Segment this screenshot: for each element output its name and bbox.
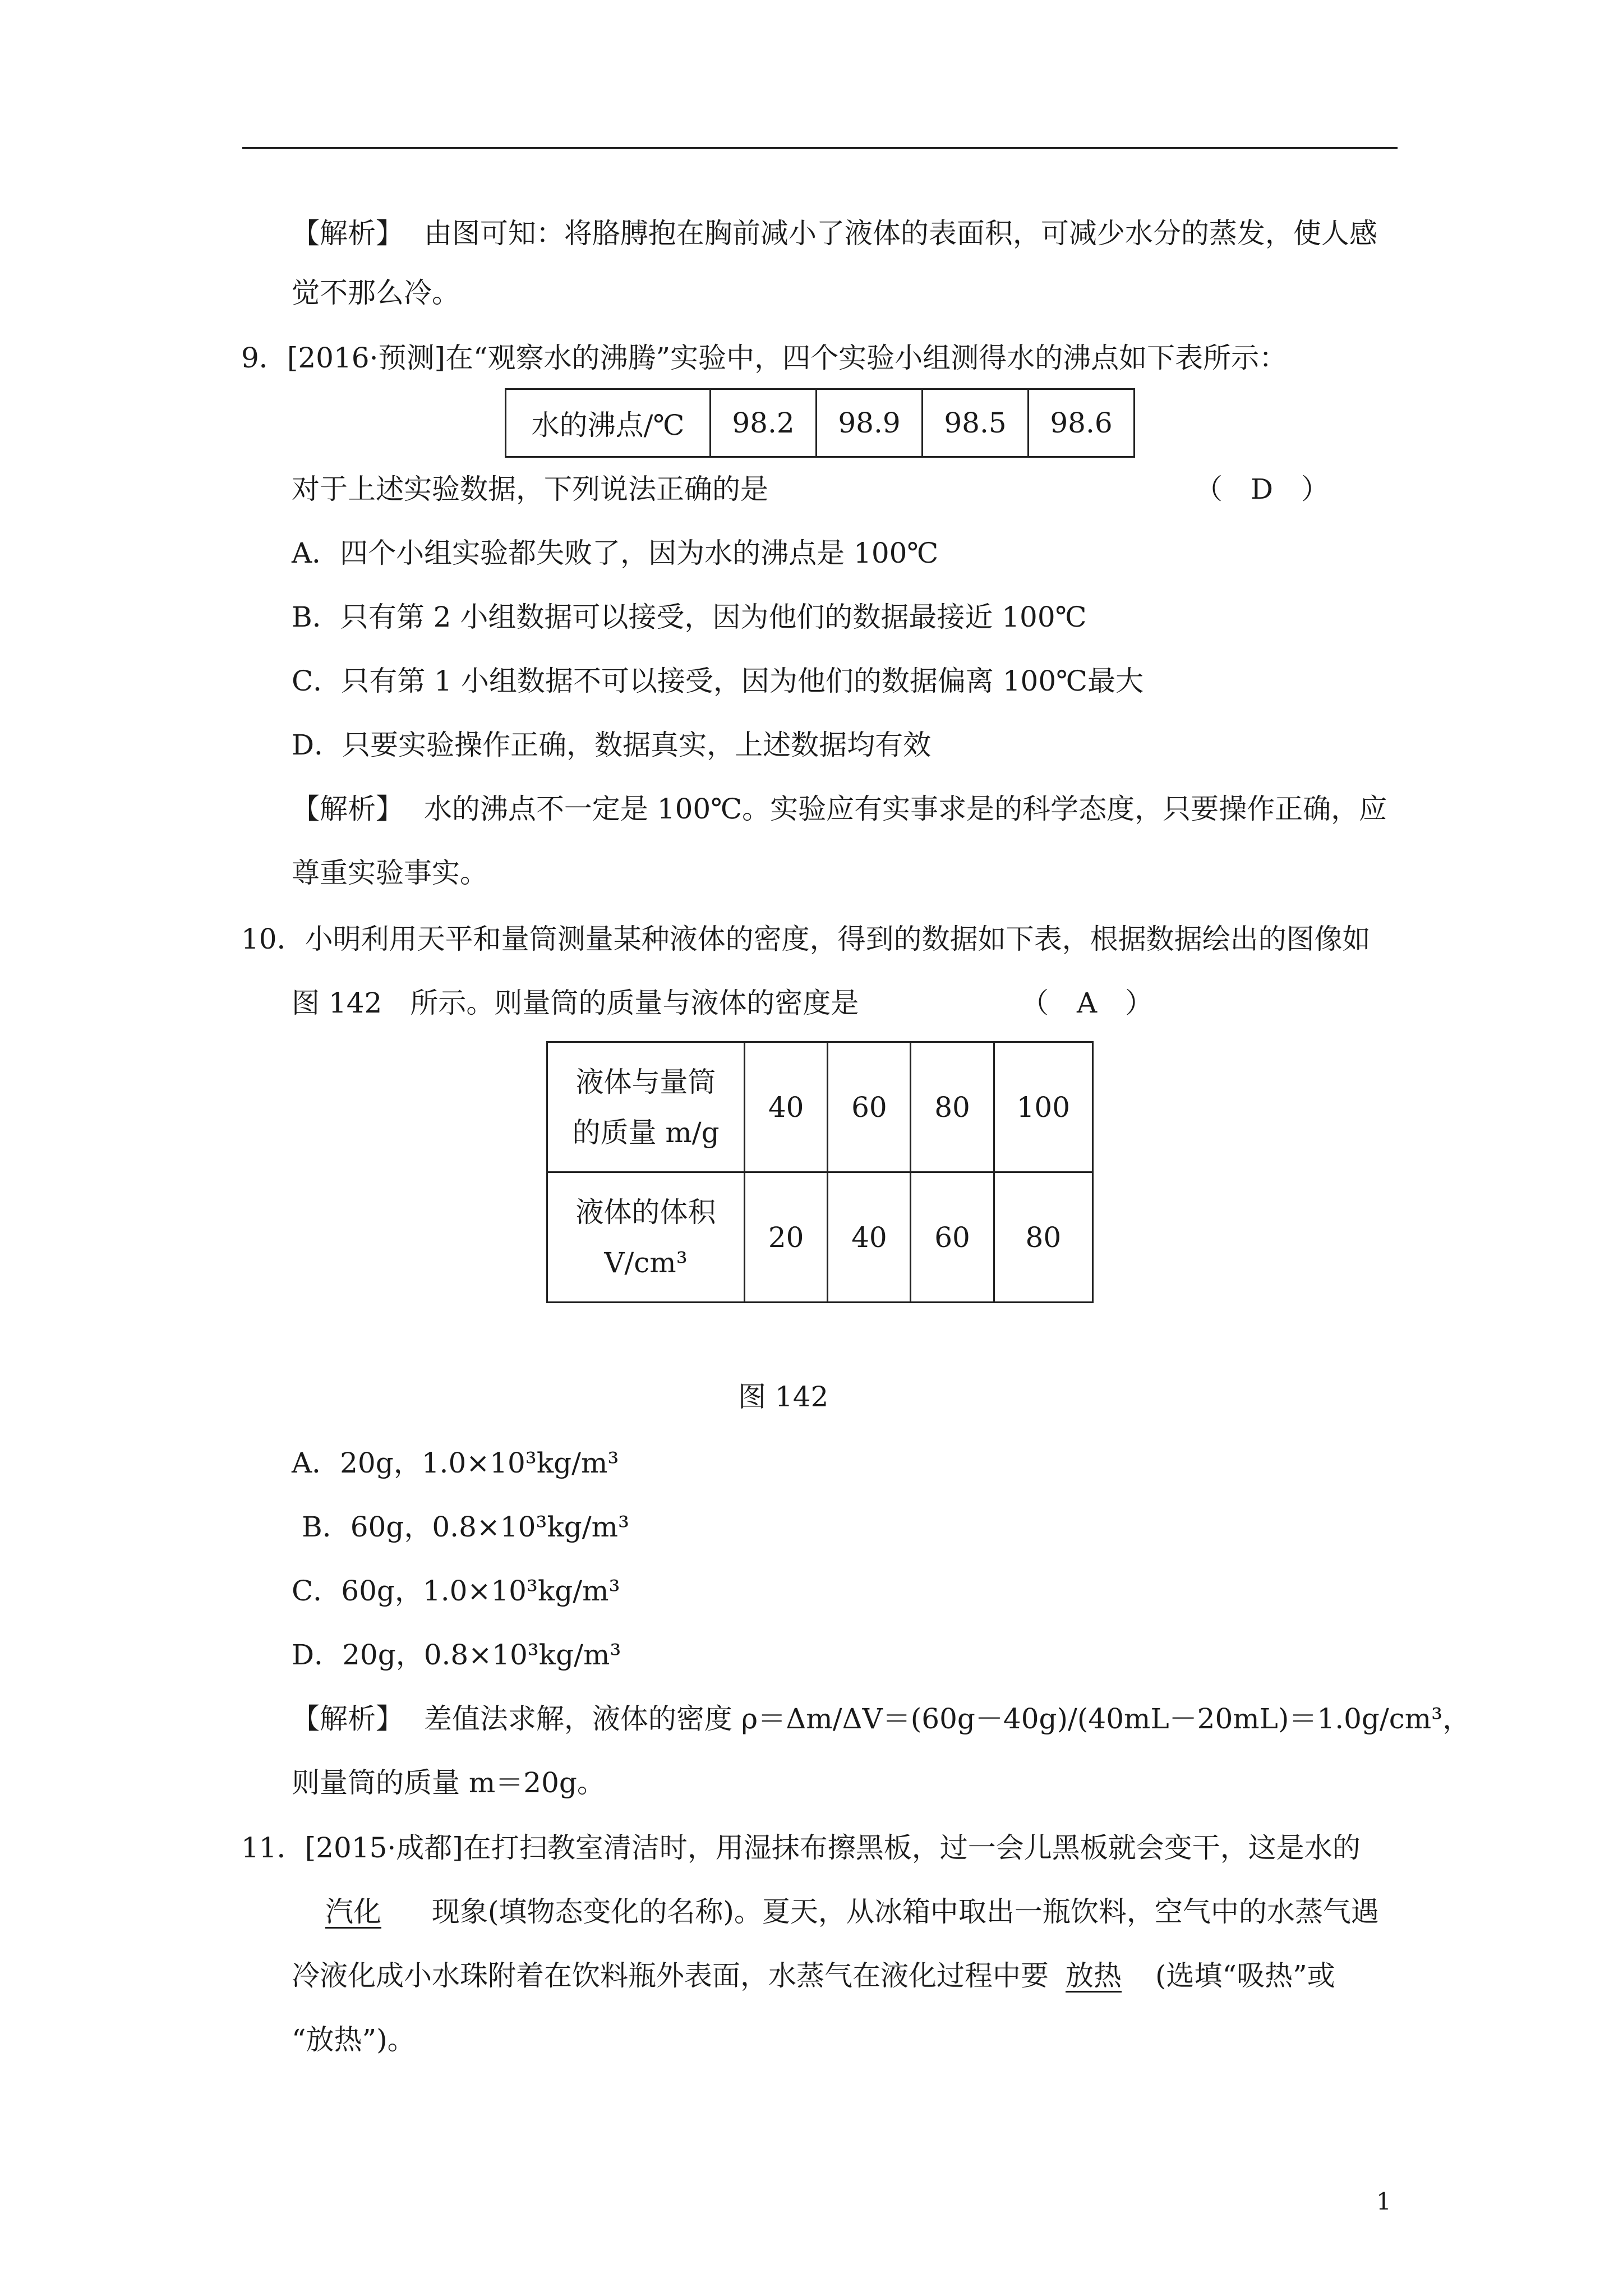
q10-row1-cell: 100 — [994, 1042, 1092, 1172]
q10-row2-cell: 40 — [828, 1172, 911, 1303]
q9-option-d: D．只要实验操作正确，数据真实，上述数据均有效 — [292, 729, 932, 761]
q9-analysis-line2: 尊重实验事实。 — [292, 857, 488, 889]
q10-table — [546, 1041, 1094, 1303]
q9-answer: （ D ） — [1195, 473, 1330, 505]
q10-option-b: B．60g，0.8×10³kg/m³ — [302, 1511, 630, 1543]
q9-option-c: C．只有第 1 小组数据不可以接受，因为他们的数据偏离 100℃最大 — [292, 665, 1144, 697]
q10-row2-label-b: V/cm³ — [604, 1246, 688, 1279]
q9-stem-text: [2016·预测]在“观察水的沸腾”实验中，四个实验小组测得水的沸点如下表所示： — [287, 342, 1288, 374]
q11-answer2-blank — [1049, 1955, 1155, 1996]
q11-answer1-blank — [292, 1892, 415, 1932]
q9-table-cell: 98.6 — [1028, 389, 1134, 457]
q11-stem-line2 — [292, 1892, 1379, 1932]
q10-row2-label — [547, 1172, 745, 1303]
q10-analysis-line1 — [292, 1699, 1470, 1739]
q11-stem-line3-after: (选填“吸热”或 — [1155, 1959, 1335, 1992]
q10-option-a: A．20g，1.0×10³kg/m³ — [292, 1447, 619, 1479]
q11-stem-line3 — [292, 1955, 1335, 1996]
q9-question: 对于上述实验数据，下列说法正确的是 — [292, 473, 768, 505]
q8-analysis-line2: 觉不那么冷。 — [292, 277, 460, 309]
q11-stem-line1 — [241, 1828, 1361, 1868]
q10-row1-cell: 40 — [745, 1042, 828, 1172]
q9-stem — [241, 338, 1287, 378]
q8-analysis-tag: 【解析】 — [292, 217, 404, 250]
q9-number: 9． — [241, 342, 287, 374]
page-number: 1 — [1376, 2188, 1391, 2215]
q10-stem-line2: 图 142 所示。则量筒的质量与液体的密度是 — [292, 987, 859, 1019]
q9-analysis-tag: 【解析】 — [292, 793, 404, 825]
q11-stem-line2-text: 现象(填物态变化的名称)。夏天，从冰箱中取出一瓶饮料，空气中的水蒸气遇 — [431, 1895, 1379, 1928]
q10-analysis-line2: 则量筒的质量 m＝20g。 — [292, 1766, 605, 1799]
q10-row2-cell: 20 — [745, 1172, 828, 1303]
q10-analysis-text: 差值法求解，液体的密度 ρ＝Δm/ΔV＝(60g－40g)/(40mL－20mL)＝1.0g/cm³， — [423, 1703, 1471, 1735]
q11-stem-line3-before: 冷液化成小水珠附着在饮料瓶外表面，水蒸气在液化过程中要 — [292, 1959, 1049, 1992]
q11-number: 11． — [241, 1832, 305, 1864]
q10-stem-line1 — [241, 919, 1371, 959]
header-rule — [242, 147, 1398, 149]
q9-table-cell: 98.9 — [817, 389, 923, 457]
q10-row2-label-a: 液体的体积 — [575, 1195, 716, 1228]
q11-stem-text: [2015·成都]在打扫教室清洁时，用湿抹布擦黑板，过一会儿黑板就会变干，这是水的 — [305, 1832, 1361, 1864]
q10-option-d: D．20g，0.8×10³kg/m³ — [292, 1639, 621, 1671]
q9-analysis-line1 — [292, 789, 1387, 829]
q10-option-c: C．60g，1.0×10³kg/m³ — [292, 1575, 620, 1607]
q11-stem-line4: “放热”)。 — [292, 2023, 416, 2056]
q9-table-cell: 98.2 — [711, 389, 817, 457]
q10-row1-label-b: 的质量 m/g — [572, 1116, 720, 1149]
q9-table-cell: 98.5 — [923, 389, 1029, 457]
q9-table — [505, 388, 1135, 458]
q8-analysis-text: 由图可知：将胳膊抱在胸前减小了液体的表面积，可减少水分的蒸发，使人感 — [423, 217, 1377, 250]
q10-analysis-tag: 【解析】 — [292, 1703, 404, 1735]
q10-answer: （ A ） — [1021, 987, 1154, 1019]
q11-answer1: 汽化 — [325, 1895, 381, 1928]
q9-option-a: A．四个小组实验都失败了，因为水的沸点是 100℃ — [292, 537, 939, 569]
q10-number: 10． — [241, 923, 305, 955]
q10-row1-cell: 60 — [828, 1042, 911, 1172]
q10-row1-cell: 80 — [911, 1042, 994, 1172]
q10-row2-cell: 60 — [911, 1172, 994, 1303]
q9-option-b: B．只有第 2 小组数据可以接受，因为他们的数据最接近 100℃ — [292, 601, 1087, 633]
q10-stem-text: 小明利用天平和量筒测量某种液体的密度，得到的数据如下表，根据数据绘出的图像如 — [305, 923, 1371, 955]
q8-analysis-line1 — [292, 213, 1377, 254]
q10-row1-label — [547, 1042, 745, 1172]
q10-figure-caption: 图 142 — [738, 1381, 829, 1413]
q10-row1-label-a: 液体与量筒 — [575, 1065, 716, 1098]
q11-answer2: 放热 — [1066, 1959, 1122, 1992]
q10-row2-cell: 80 — [994, 1172, 1092, 1303]
q9-analysis-text: 水的沸点不一定是 100℃。实验应有实事求是的科学态度，只要操作正确，应 — [423, 793, 1387, 825]
q9-table-header: 水的沸点/℃ — [506, 389, 711, 457]
